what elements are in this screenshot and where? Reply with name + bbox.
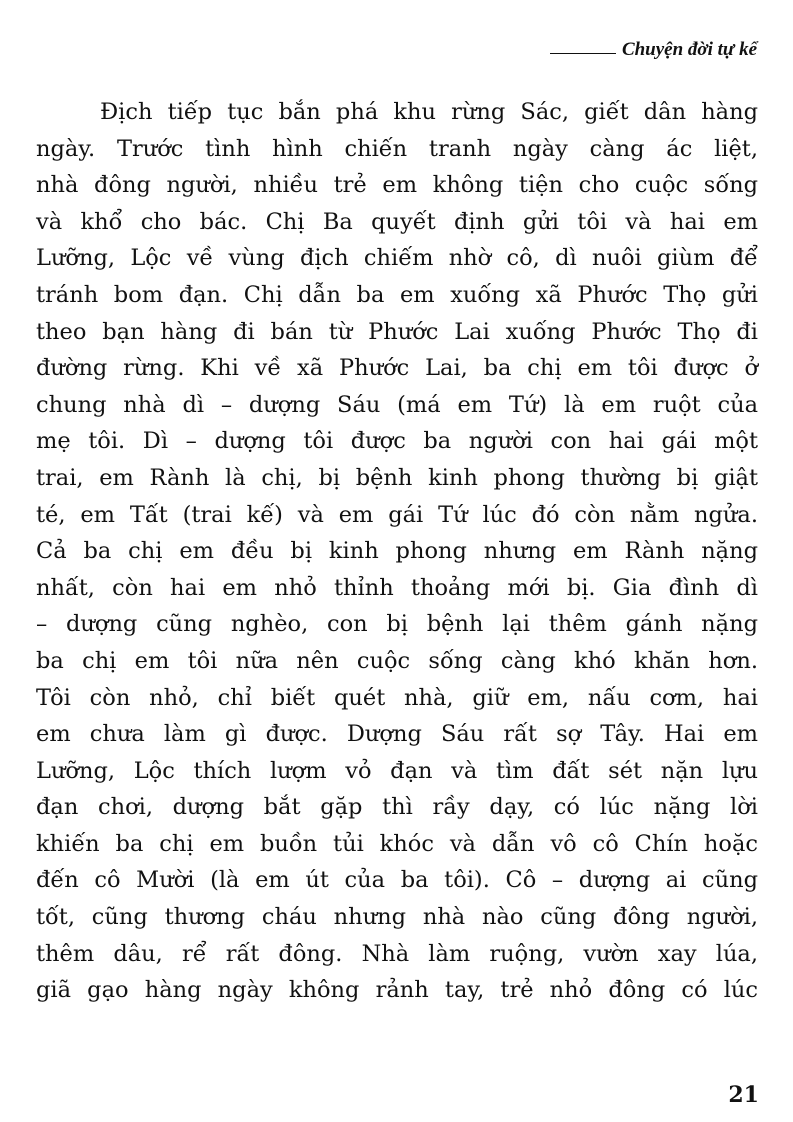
text-line: thêm dâu, rể rất đông. Nhà làm ruộng, vườn xay lúa, (36, 940, 758, 967)
text-line: ba chị em tôi nữa nên cuộc sống càng khó khăn hơn. (36, 647, 758, 674)
text-line: mẹ tôi. Dì – dượng tôi được ba người con hai gái một (36, 428, 758, 455)
text-line: chung nhà dì – dượng Sáu (má em Tứ) là em ruột của (36, 391, 758, 418)
text-line: Lưỡng, Lộc thích lượm vỏ đạn và tìm đất sét nặn lựu (36, 757, 758, 784)
text-line: khiến ba chị em buồn tủi khóc và dẫn vô cô Chín hoặc (36, 830, 758, 857)
text-line: Địch tiếp tục bắn phá khu rừng Sác, giết dân hàng (100, 99, 758, 125)
text-line: – dượng cũng nghèo, con bị bệnh lại thêm gánh nặng (36, 611, 758, 638)
text-line: và khổ cho bác. Chị Ba quyết định gửi tôi và hai em (36, 208, 758, 235)
running-header (550, 40, 757, 59)
text-line: đường rừng. Khi về xã Phước Lai, ba chị em tôi được ở (36, 355, 758, 382)
text-line: em chưa làm gì được. Dượng Sáu rất sợ Tây. Hai em (36, 721, 758, 748)
text-line: ngày. Trước tình hình chiến tranh ngày càng ác liệt, (36, 135, 758, 162)
running-title: Chuyện đời tự kể (621, 39, 757, 60)
text-line: theo bạn hàng đi bán từ Phước Lai xuống Phước Thọ đi (36, 318, 758, 345)
text-line: tốt, cũng thương cháu nhưng nhà nào cũng đông người, (36, 904, 758, 931)
header-rule (550, 53, 616, 54)
text-line: Lưỡng, Lộc về vùng địch chiếm nhờ cô, dì nuôi giùm để (36, 245, 758, 272)
text-line: té, em Tất (trai kế) và em gái Tứ lúc đó còn nằm ngửa. (36, 501, 758, 528)
text-line: trai, em Rành là chị, bị bệnh kinh phong thường bị giật (36, 464, 758, 491)
body-paragraph (36, 94, 758, 1009)
text-line: đạn chơi, dượng bắt gặp thì rầy dạy, có lúc nặng lời (36, 794, 758, 821)
text-line: Cả ba chị em đều bị kinh phong nhưng em Rành nặng (36, 538, 758, 565)
text-line: nhà đông người, nhiều trẻ em không tiện cho cuộc sống (36, 172, 758, 199)
text-line: giã gạo hàng ngày không rảnh tay, trẻ nhỏ đông có lúc (36, 977, 758, 1004)
text-line: nhất, còn hai em nhỏ thỉnh thoảng mới bị. Gia đình dì (36, 574, 758, 601)
text-line: đến cô Mười (là em út của ba tôi). Cô – dượng ai cũng (36, 867, 758, 894)
page-number: 21 (728, 1082, 759, 1108)
text-line: Tôi còn nhỏ, chỉ biết quét nhà, giữ em, nấu cơm, hai (36, 684, 758, 711)
text-line: tránh bom đạn. Chị dẫn ba em xuống xã Phước Thọ gửi (36, 281, 758, 308)
